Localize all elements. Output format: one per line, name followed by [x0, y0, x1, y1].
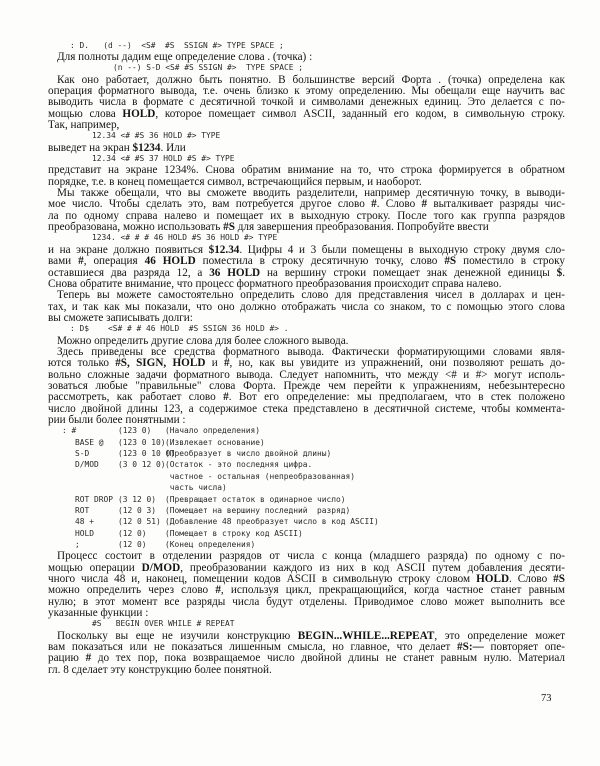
text-line — [48, 96, 565, 108]
text-segment: мощью операции — [48, 561, 142, 574]
text-line — [57, 51, 565, 63]
row-comment: (Конец определения) — [165, 539, 256, 549]
row-stack: (12 0) — [118, 528, 147, 538]
text-line — [48, 176, 565, 188]
text-line — [48, 369, 565, 381]
text-line — [57, 630, 565, 642]
text-segment: выводить числа в формате с десятичной точкой и символами денежных единиц. Это делается с по- — [48, 96, 565, 109]
text-line — [48, 164, 565, 176]
text-line — [48, 357, 565, 369]
row-word: S-D — [75, 449, 90, 459]
row-stack: (12 0) — [118, 539, 147, 549]
definition-row — [0, 516, 600, 528]
text-segment: Можно определить другие слова для более сложного вывода. — [57, 334, 349, 347]
row-word: ; — [75, 539, 80, 549]
text-line — [48, 652, 565, 664]
text-line — [48, 119, 565, 131]
text-line — [48, 414, 565, 426]
row-word: 48 + — [75, 517, 95, 527]
code-line: (n --) S-D <S# #S SSIGN #> TYPE SPACE ; — [113, 63, 304, 73]
row-comment: (Помещает на вершину последний разряд) — [165, 505, 351, 515]
text-segment: вам показаться или не показаться лишенным смысла, но главное, что делает — [48, 641, 458, 654]
text-line — [48, 573, 565, 585]
text-line — [48, 301, 565, 313]
text-segment: мое число. Чтобы сделать это, вам потребуется другое слово — [48, 198, 372, 211]
row-comment: (Превращает остаток в одинарное число) — [165, 494, 346, 504]
text-line — [48, 641, 565, 653]
definition-row — [0, 539, 600, 551]
bold-term: #S — [444, 255, 457, 268]
text-segment: можно определить через слово — [48, 584, 216, 597]
row-stack: (3 12 0) — [118, 494, 157, 504]
text-line — [48, 244, 565, 256]
text-line — [57, 187, 565, 199]
bold-term: #S — [223, 221, 235, 234]
text-segment: выведет на экран — [48, 141, 133, 154]
row-word: ROT DROP — [75, 494, 114, 504]
text-segment: Как оно работает, должно быть понятно. В большинстве версий Форта . (точка) определена как — [57, 73, 565, 86]
row-stack: (123 0 10 0) — [118, 449, 176, 459]
text-line — [48, 403, 565, 415]
text-segment: ются только — [48, 357, 116, 370]
row-comment: (Начало определения) — [165, 426, 261, 436]
text-segment: поместило в строку — [456, 255, 565, 268]
text-segment: . Или — [160, 141, 186, 154]
text-line — [57, 346, 565, 358]
text-segment: Мы также обещали, что вы сможете вводить разделители, например десятичную точку, в выводи- — [57, 187, 565, 200]
bold-term: #S — [553, 572, 565, 585]
text-segment: чного числа 48 и, наконец, помещении кодов ASCII в символьную строку словом — [48, 572, 477, 585]
text-segment: Снова обратите внимание, что процесс форматного преобразования происходит справа налево. — [48, 277, 502, 290]
bold-term: # — [421, 198, 428, 211]
text-segment: Для полноты дадим еще определение слова . (точка) : — [57, 50, 313, 63]
text-segment: . Цифры 4 и 3 были помещены в выходную строку двумя сло- — [239, 243, 565, 256]
text-segment: , операция — [83, 255, 145, 268]
bold-term: # — [223, 391, 229, 404]
code-line: : D. (d --) <S# #S SSIGN #> TYPE SPACE ; — [70, 40, 284, 50]
bold-term: D/MOD — [141, 561, 181, 574]
text-line — [57, 335, 565, 347]
row-comment: (Помещает в строку код ASCII) — [165, 528, 303, 538]
code-line: #S BEGIN OVER WHILE # REPEAT — [92, 619, 235, 629]
row-stack: (123 0) — [118, 426, 152, 436]
text-segment: Теперь вы можете самостоятельно определить слово для представления чисел в долларах и цен- — [57, 289, 565, 302]
text-segment: зоваться любые "правильные" слова Форта. Прежде чем перейти к упражнениям, небезынтересно — [48, 380, 565, 392]
text-segment: рии были более понятными : — [48, 414, 186, 427]
text-segment: , используя цикл, прекращающийся, когда частное станет равным — [220, 584, 565, 597]
text-segment: гл. 8 сделает эту конструкцию более понятной. — [48, 663, 272, 676]
text-segment: Поскольку вы еще не изучили конструкцию — [57, 629, 298, 642]
row-comment: (Остаток - это последняя цифра. — [165, 460, 313, 470]
bold-term: # — [85, 652, 92, 665]
bold-term: HOLD — [476, 572, 510, 585]
row-comment: частное - остальная (непреобразованная) — [165, 471, 356, 481]
text-line — [48, 108, 565, 120]
bold-term: $1234 — [132, 141, 161, 154]
row-comment: часть числа) — [165, 483, 227, 493]
definition-row — [0, 494, 600, 506]
text-line — [48, 198, 565, 210]
text-line — [48, 85, 565, 97]
bold-term: # — [78, 255, 84, 268]
text-line — [48, 607, 565, 619]
text-segment: порядке, т.е. в конец помещается символ, встречающийся первым, и наоборот. — [48, 175, 422, 188]
text-segment: оставшиеся два разряда 12, а — [48, 266, 210, 279]
text-segment: , это определение может — [434, 629, 565, 642]
text-line — [48, 391, 565, 403]
text-segment: выталкивает разряды чис- — [427, 198, 565, 211]
text-segment: число двойной длины 123, а содержимое стека представлено в десятичной системе, чтобы коммента- — [48, 402, 565, 415]
row-word: BASE @ — [75, 437, 104, 447]
bold-term: # — [371, 198, 377, 211]
text-segment: ла по одному справа налево и помещает их в выходную строку. После того как группа разрядов — [48, 209, 565, 222]
text-line — [48, 142, 565, 154]
text-segment: . Вот его определение: мы предполагаем, что в стек положено — [228, 391, 565, 404]
text-segment: указанные функции : — [48, 607, 149, 619]
row-word: D/MOD — [75, 460, 99, 470]
text-segment: . — [562, 266, 565, 279]
text-line — [48, 210, 565, 222]
code-line: 12.34 <# #S 37 HOLD #S #> TYPE — [92, 154, 235, 163]
row-comment: (Добавление 48 преобразует число в код ASCII) — [165, 517, 379, 527]
text-segment: и — [205, 357, 224, 370]
text-segment: рацию — [48, 652, 86, 665]
text-segment: до тех пор, пока возвращаемое число двойной длины не станет равным нулю. Материал — [91, 652, 565, 665]
row-stack: (12 0 51) — [118, 517, 161, 527]
bold-term: # — [223, 357, 230, 370]
text-segment: рассмотреть, как работает слово — [48, 391, 224, 404]
text-line — [48, 380, 565, 392]
text-line — [48, 562, 565, 574]
bold-term: #S:— — [457, 641, 484, 654]
definition-row — [0, 459, 600, 471]
bold-term: #S, SIGN, HOLD — [115, 357, 206, 370]
text-segment: представит на экране 1234%. Снова обратим внимание на то, что строка формируется в обратном — [48, 164, 565, 177]
definition-row — [0, 448, 600, 460]
text-segment: тах, и так как мы показали, что оно должно отображать числа со знаком, то с помощью этого слова — [48, 300, 565, 313]
row-comment: (Преобразует в число двойной длины) — [165, 449, 332, 459]
row-word: ROT — [75, 505, 90, 515]
text-line — [48, 278, 565, 290]
text-segment: вами — [48, 255, 79, 268]
text-line — [48, 584, 565, 596]
bold-term: HOLD — [122, 107, 156, 120]
row-word: HOLD — [75, 528, 95, 538]
bold-term: 46 HOLD — [144, 255, 196, 268]
text-segment: нулю; в этот момент все разряды числа будут отделены. Приводимое слово может выполнить все — [48, 595, 565, 608]
row-stack: (123 0 10) — [118, 437, 166, 447]
row-stack: (3 0 12 0) — [118, 460, 166, 470]
code-line: 1234. <# # # 46 HOLD #S 36 HOLD #> TYPE — [92, 233, 278, 243]
text-line — [48, 267, 565, 279]
text-segment: преобразована, можно использовать — [48, 221, 224, 234]
definition-row — [0, 471, 600, 483]
text-segment: поместила в строку десятичную точку, слово — [195, 255, 445, 268]
bold-term: # — [215, 584, 221, 597]
text-line — [48, 221, 565, 233]
text-line — [57, 289, 565, 301]
bold-term: 36 HOLD — [209, 266, 261, 279]
text-segment: вольно сложные задачи форматного вывода. Следует напомнить, что между <# и #> могут исполь- — [48, 368, 565, 381]
row-stack: (12 0 3) — [118, 505, 157, 515]
text-segment: . Слово — [509, 572, 554, 585]
bold-term: BEGIN...WHILE...REPEAT — [297, 629, 435, 642]
text-segment: операция форматного вывода, т.е. очень близко к этому определению. Мы обещали еще научить вас — [48, 84, 565, 97]
bold-term: $12.34 — [208, 243, 240, 256]
definition-row — [0, 437, 600, 449]
text-segment: повторяет опе- — [483, 641, 565, 654]
text-line — [48, 596, 565, 608]
text-segment: , которое помещает символ ASCII, заданный его кодом, в символьную строку. — [155, 107, 565, 120]
code-line: : D$ <S# # # 46 HOLD #S SSIGN 36 HOLD #> . — [70, 324, 289, 334]
text-segment: Процесс состоит в отделении разрядов от числа с конца (младшего разряда) по одному с по- — [57, 550, 565, 563]
text-segment: и на экране должно появиться — [48, 243, 209, 256]
text-line — [57, 550, 565, 562]
text-segment: на вершину строки помещает знак денежной единицы — [260, 266, 557, 279]
text-segment: . Слово — [376, 198, 422, 211]
text-line — [57, 74, 565, 86]
row-word: : # — [62, 426, 77, 436]
row-comment: (Извлекает основание) — [165, 437, 265, 447]
definition-row — [0, 505, 600, 517]
definition-row — [0, 425, 600, 437]
text-segment: для завершения преобразования. Попробуйте ввести — [234, 221, 489, 234]
text-line — [48, 312, 565, 324]
text-segment: , преобразовании каждого из них в код ASCII путем добавления десяти- — [180, 561, 565, 574]
bold-term: $ — [556, 266, 563, 279]
text-segment: вы сможете записывать долги: — [48, 311, 193, 324]
page-number: 73 — [541, 693, 552, 704]
text-segment: Так, например, — [48, 118, 120, 131]
text-segment: , но, как вы увидите из упражнений, они позволяют решать до- — [229, 357, 565, 370]
text-line — [48, 255, 565, 267]
text-segment: Здесь приведены все средства форматного вывода. Фактически форматирующими словами явля- — [57, 345, 565, 358]
text-line — [48, 664, 565, 676]
definition-row — [0, 482, 600, 494]
definition-row — [0, 528, 600, 540]
text-segment: мощью слова — [48, 107, 123, 120]
code-line: 12.34 <# #S 36 HOLD #> TYPE — [92, 131, 221, 141]
